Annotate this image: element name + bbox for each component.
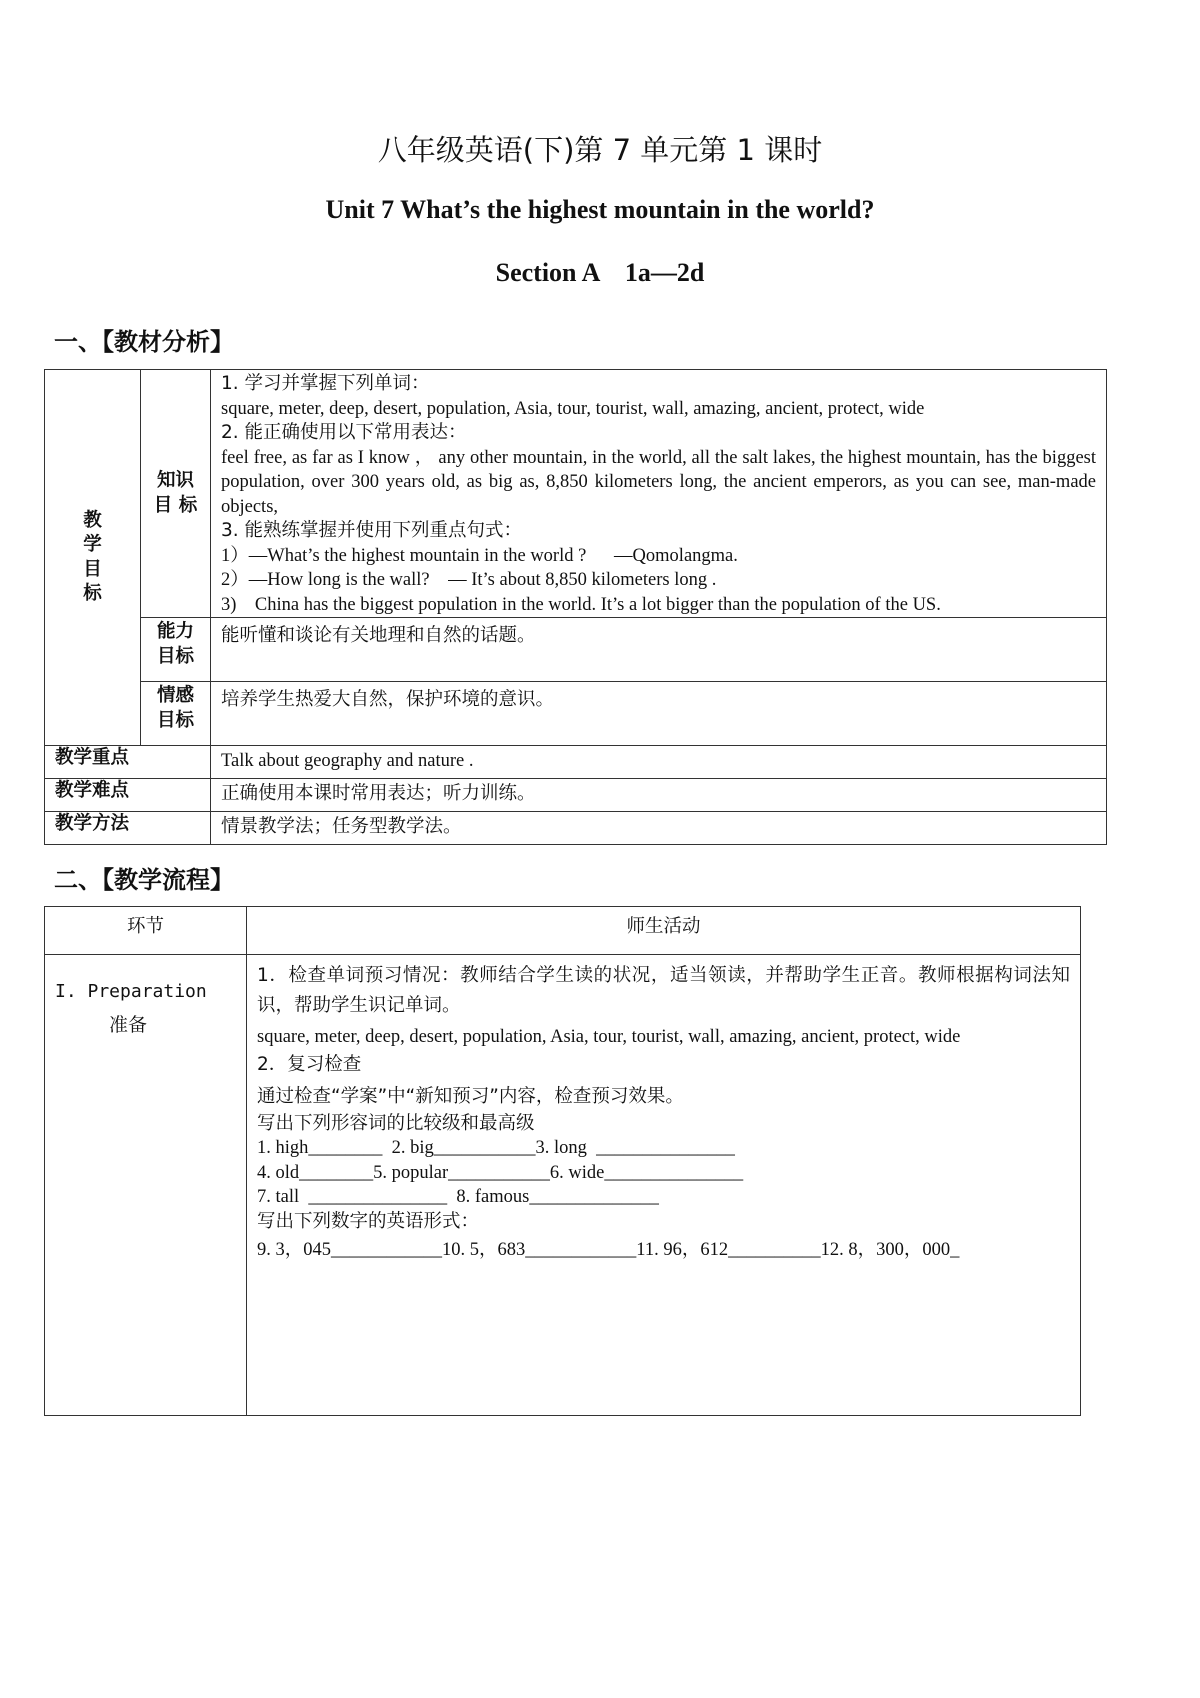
- teaching-goals-label: [45, 370, 141, 746]
- key-point-label: 教学重点: [45, 746, 211, 779]
- activity-line: square, meter, deep, desert, population, Asia, tour, tourist, wall, amazing, ancient, protect, wide: [257, 1027, 961, 1047]
- goal-char: 教: [83, 509, 102, 531]
- stage-cell: [45, 955, 247, 1416]
- stage-column-header: 环节: [45, 907, 247, 955]
- activity-line: 写出下列形容词的比较级和最高级: [257, 1112, 535, 1134]
- stage-name-en: I. Preparation: [55, 981, 207, 1002]
- knowledge-line: 3. 能熟练掌握并使用下列重点句式：: [221, 520, 523, 541]
- goal-char: 标: [83, 583, 102, 604]
- section1-heading: 一、【教材分析】: [54, 328, 234, 356]
- activity-line: 写出下列数字的英语形式：: [257, 1210, 480, 1232]
- activity-line: 1. high________ 2. big___________3. long _______________: [257, 1138, 735, 1158]
- knowledge-line: 2）—How long is the wall? — It’s about 8,850 kilometers long .: [221, 570, 717, 590]
- knowledge-line: feel free, as far as I know ， any other mountain, in the world, all the salt lakes, the highest mountain, has the biggest population, over 300 years old, as big as, 8,850 kilometers long, the ancient emperors, as you can see, man-made objects,: [221, 447, 1096, 517]
- activity-line: 1．检查单词预习情况：教师结合学生读的状况，适当领读，并帮助学生正音。教师根据构词法知识，帮助学生识记单词。: [257, 965, 1070, 1016]
- emotion-goal-label: [141, 682, 211, 746]
- knowledge-line: 1）—What’s the highest mountain in the world ? —Qomolangma.: [221, 545, 738, 566]
- activity-line: 2．复习检查: [257, 1053, 362, 1075]
- method-label: 教学方法: [45, 812, 211, 845]
- difficulty-label: 教学难点: [45, 779, 211, 812]
- activity-line: 7. tall _______________ 8. famous______________: [257, 1187, 659, 1207]
- goal-char: 目: [83, 558, 102, 580]
- section-subtitle: Section A 1a—2d: [495, 258, 705, 287]
- knowledge-line: square, meter, deep, desert, population, Asia, tour, tourist, wall, amazing, ancient, protect, wide: [221, 398, 925, 419]
- knowledge-line: 2. 能正确使用以下常用表达：: [221, 422, 467, 443]
- page-title-en: Unit 7 What’s the highest mountain in the world?: [325, 195, 875, 224]
- knowledge-line: 3) China has the biggest population in the world. It’s a lot bigger than the population of the US.: [221, 594, 941, 615]
- page-title-cn: 八年级英语(下)第 7 单元第 1 课时: [377, 133, 823, 167]
- difficulty-content: 正确使用本课时常用表达；听力训练。: [211, 779, 1107, 812]
- activity-cell: [247, 955, 1081, 1416]
- stage-name-cn: 准备: [109, 1014, 148, 1036]
- process-table: [44, 906, 1081, 1416]
- analysis-table: [44, 369, 1107, 845]
- ability-goal-content: 能听懂和谈论有关地理和自然的话题。: [211, 618, 1107, 682]
- key-point-content: Talk about geography and nature .: [211, 746, 1107, 779]
- activity-column-header: 师生活动: [247, 907, 1081, 955]
- activity-line: 9. 3，045____________10. 5，683____________11. 96，612__________12. 8，300，000_: [257, 1240, 960, 1260]
- activity-line: 4. old________5. popular___________6. wide_______________: [257, 1162, 744, 1183]
- ability-goal-label: [141, 618, 211, 682]
- knowledge-line: 1. 学习并掌握下列单词：: [221, 373, 430, 394]
- goal-char: 学: [83, 534, 102, 555]
- label-line: 目标: [156, 709, 194, 731]
- method-content: 情景教学法；任务型教学法。: [211, 812, 1107, 845]
- label-line: 知识: [156, 470, 194, 491]
- label-line: 情感: [156, 685, 194, 706]
- emotion-goal-content: 培养学生热爱大自然，保护环境的意识。: [211, 682, 1107, 746]
- section2-heading: 二、【教学流程】: [54, 866, 234, 894]
- label-line: 能力: [156, 621, 194, 642]
- knowledge-goal-content: [211, 370, 1107, 618]
- knowledge-goal-label: [141, 370, 211, 618]
- activity-line: 通过检查“学案”中“新知预习”内容，检查预习效果。: [257, 1085, 684, 1107]
- label-line: 目 标: [153, 494, 198, 516]
- label-line: 目标: [156, 645, 194, 667]
